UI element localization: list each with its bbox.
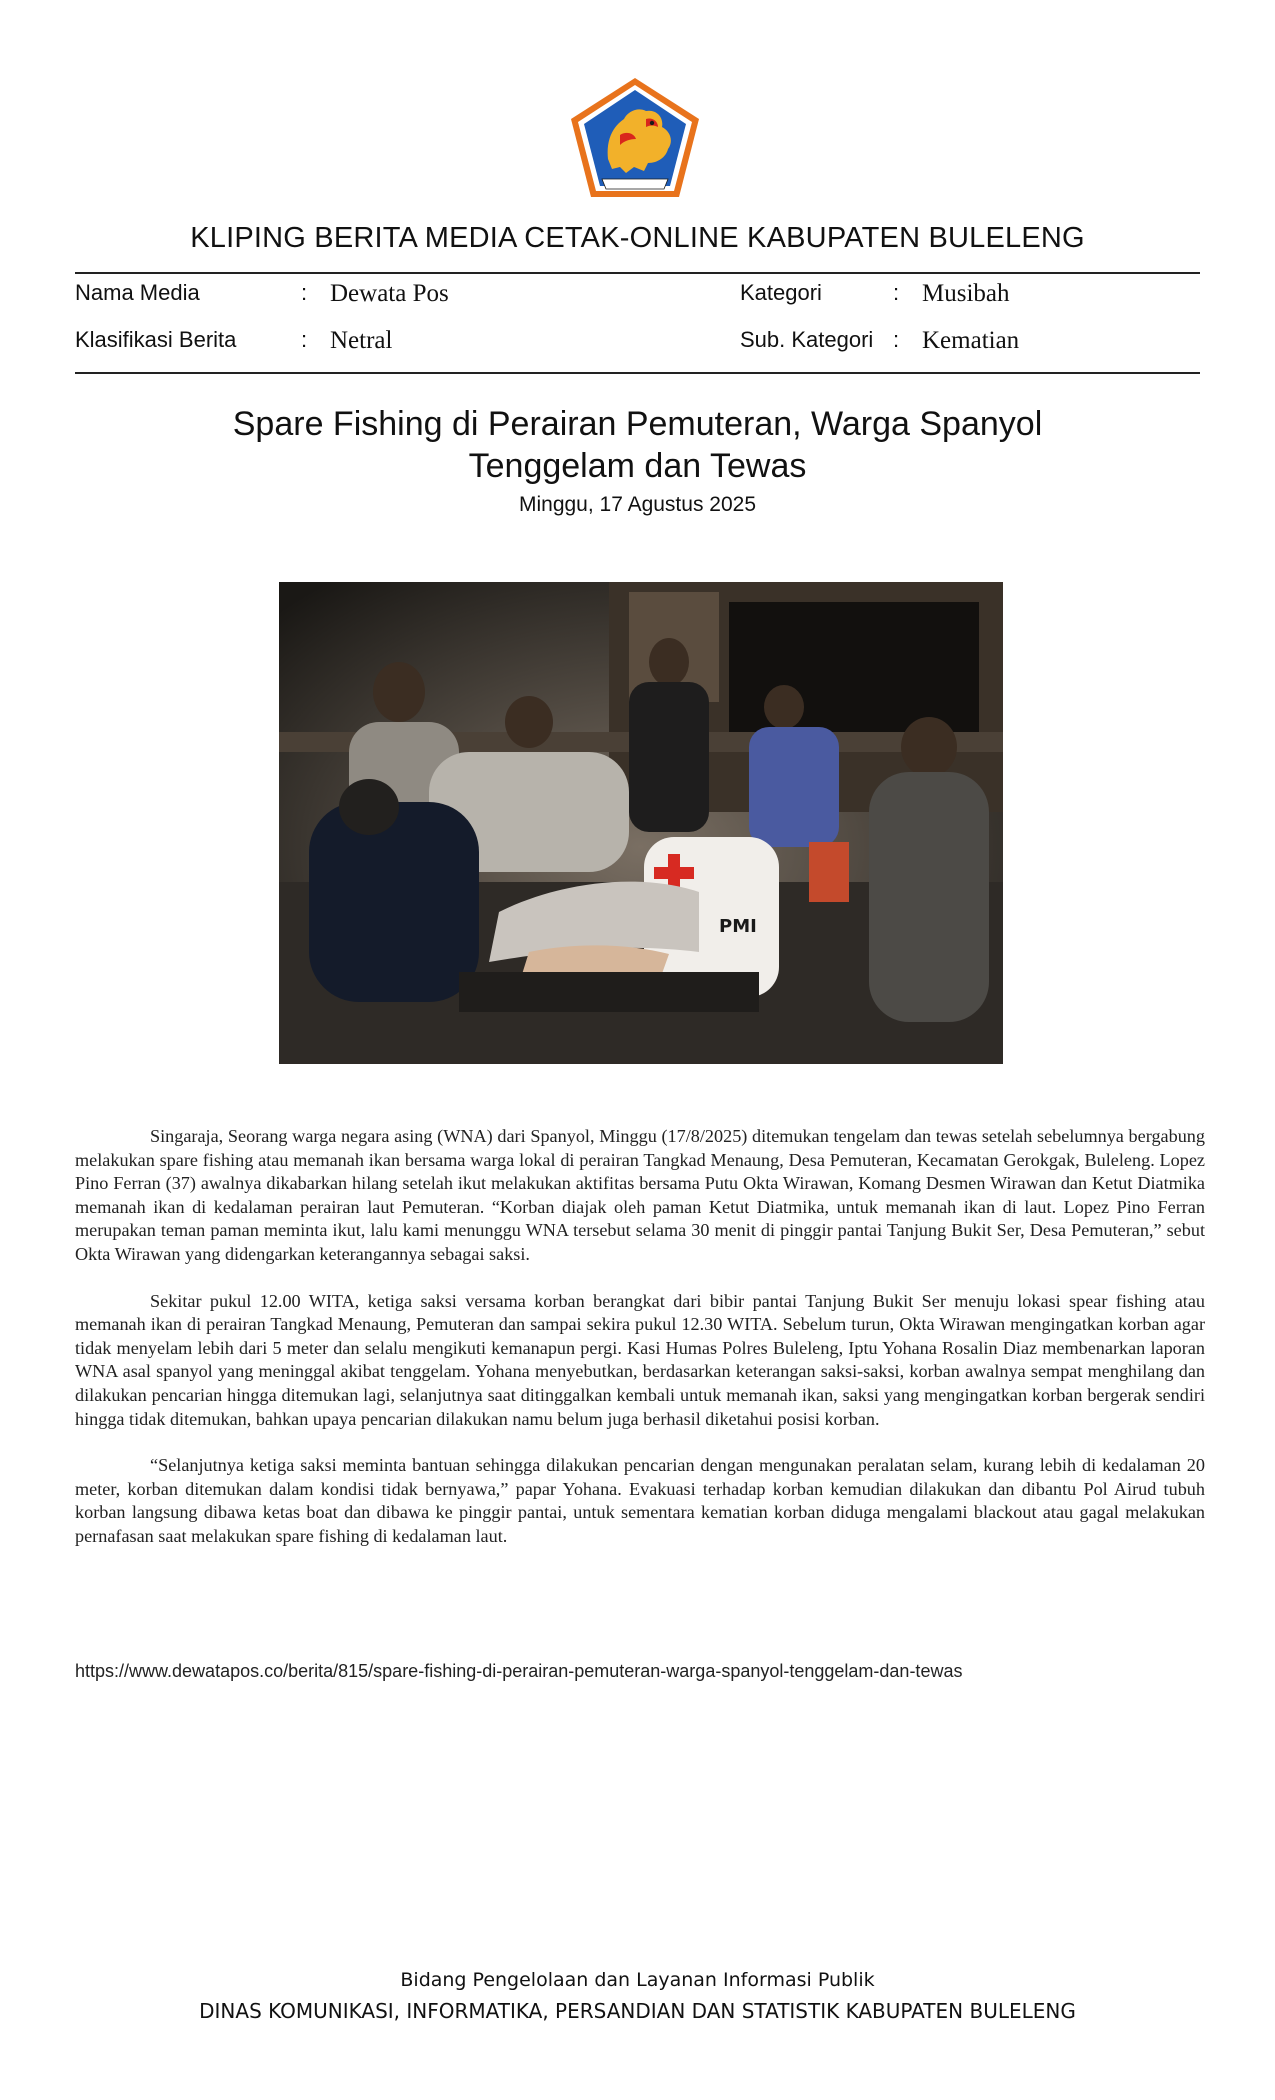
meta-row-klasifikasi <box>75 327 1200 361</box>
subkategori-label: Sub. Kategori <box>740 327 874 352</box>
government-logo <box>566 75 704 201</box>
article-paragraph-3: “Selanjutnya ketiga saksi meminta bantuan sehingga dilakukan pencarian dengan mengunakan peralatan selam, kurang lebih di kedalaman 20 meter, korban ditemukan dalam kondisi tidak bernyawa,” papar Yohana. Evakuasi terhadap korban kemudian dilakukan dan dibantu Pol Airud tubuh korban langsung dibawa ketas boat dan dibawa ke pinggir pantai, untuk sementara kematian korban diduga mengalami blackout atau gagal melakukan pernafasan saat melakukan spare fishing di kedalaman laut. <box>75 1455 1205 1546</box>
article-date: Minggu, 17 Agustus 2025 <box>518 493 756 516</box>
footer-division: Bidang Pengelolaan dan Layanan Informasi Publik <box>400 1969 875 1991</box>
klasifikasi-label: Klasifikasi Berita <box>75 327 237 352</box>
kategori-label: Kategori <box>740 280 822 305</box>
subkategori-value: Kematian <box>922 327 1020 354</box>
klasifikasi-colon: : <box>301 327 308 352</box>
source-url: https://www.dewatapos.co/berita/815/spare-fishing-di-perairan-pemuteran-warga-spanyol-tenggelam-dan-tewas <box>75 1661 963 1681</box>
header-divider-top <box>75 272 1200 274</box>
article-title-line-1: Spare Fishing di Perairan Pemuteran, Warga Spanyol <box>232 405 1043 443</box>
meta-row-media <box>75 280 1200 314</box>
article-body <box>75 1125 1205 1572</box>
kategori-value: Musibah <box>922 280 1010 307</box>
media-value: Dewata Pos <box>330 280 449 307</box>
footer-department: DINAS KOMUNIKASI, INFORMATIKA, PERSANDIAN DAN STATISTIK KABUPATEN BULELENG <box>199 1999 1076 2023</box>
kategori-colon: : <box>893 280 900 305</box>
pmi-vest-text: PMI <box>719 916 757 937</box>
subkategori-colon: : <box>893 327 900 352</box>
article-title <box>150 403 1125 487</box>
article-paragraph-1: Singaraja, Seorang warga negara asing (WNA) dari Spanyol, Minggu (17/8/2025) ditemukan tengelam dan tewas setelah sebelumnya bergabung melakukan spare fishing atau memanah ikan bersama warga lokal di perairan Tangkad Menaung, Desa Pemuteran, Kecamatan Gerokgak, Buleleng. Lopez Pino Ferran (37) awalnya dikabarkan hilang setelah ikut melakukan aktifitas bersama Putu Okta Wirawan, Komang Desmen Wirawan dan Ketut Diatmika memanah ikan di kedalaman perairan laut Pemuteran. “Korban diajak oleh paman Ketut Diatmika, untuk memanah ikan di laut. Lopez Pino Ferran merupakan teman paman meminta ikut, lalu kami menunggu WNA tersebut selama 30 menit di pinggir pantai Tanjung Bukit Ser, Desa Pemuteran,” sebut Okta Wirawan yang didengarkan keterangannya sebagai saksi. <box>75 1126 1205 1264</box>
media-label: Nama Media <box>75 280 200 305</box>
article-paragraph-2: Sekitar pukul 12.00 WITA, ketiga saksi versama korban berangkat dari bibir pantai Tanjung Bukit Ser menuju lokasi spear fishing atau memanah ikan di perairan Tangkad Menaung, Pemuteran dan sampai sekira pukul 12.30 WITA. Sebelum turun, Okta Wirawan mengingatkan korban agar tidak menyelam lebih dari 5 meter dan selalu mengikuti kemanapun pergi. Kasi Humas Polres Buleleng, Iptu Yohana Rosalin Diaz membenarkan laporan WNA asal spanyol yang meninggal akibat tenggelam. Yohana menyebutkan, berdasarkan keterangan saksi-saksi, korban awalnya sempat menghilang dan dilakukan pencarian hingga ditemukan lagi, selanjutnya saat ditinggalkan kembali untuk memanah ikan, saksi yang mengingatkan korban bergerak sendiri hingga tidak ditemukan, bahkan upaya pencarian dilakukan namu belum juga berhasil diketahui posisi korban. <box>75 1290 1205 1429</box>
article-photo <box>279 582 1003 1064</box>
klasifikasi-value: Netral <box>330 327 393 354</box>
header-divider-bottom <box>75 372 1200 374</box>
article-title-line-2: Tenggelam dan Tewas <box>468 447 807 485</box>
media-colon: : <box>301 280 308 305</box>
clipping-header-title: KLIPING BERITA MEDIA CETAK-ONLINE KABUPATEN BULELENG <box>190 222 1085 254</box>
